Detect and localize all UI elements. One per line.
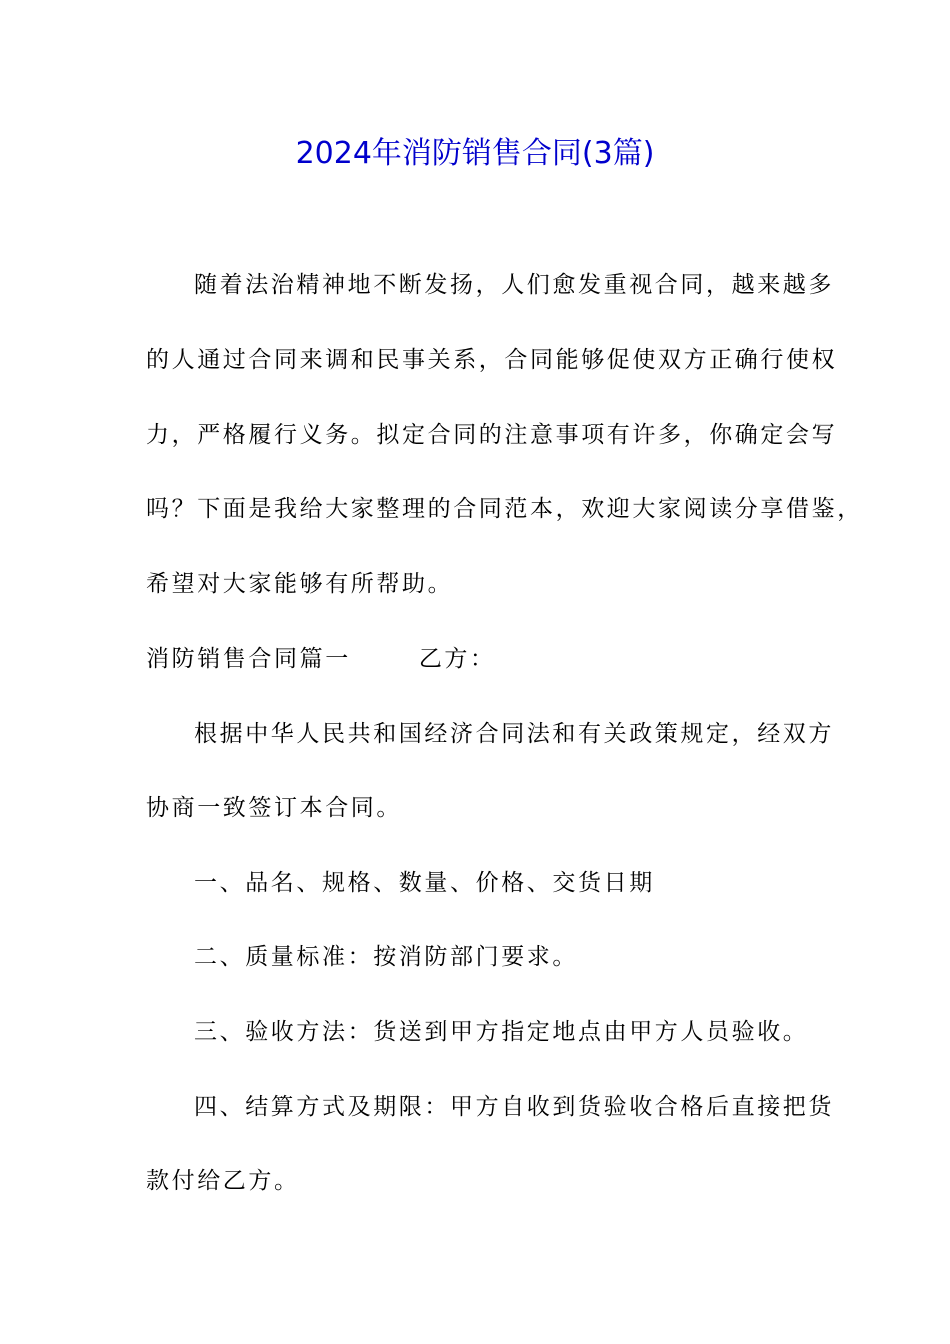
basis-line-2: 协商一致签订本合同。 [146, 795, 402, 821]
clause-4-line-1: 四、结算方式及期限：甲方自收到货验收合格后直接把货 [194, 1094, 834, 1120]
clause-3: 三、验收方法：货送到甲方指定地点由甲方人员验收。 [194, 1019, 809, 1045]
clause-2: 二、质量标准：按消防部门要求。 [194, 944, 578, 970]
intro-line-1: 随着法治精神地不断发扬，人们愈发重视合同，越来越多 [194, 272, 834, 298]
clause-4-line-2: 款付给乙方。 [146, 1168, 300, 1194]
document-title: 2024年消防销售合同(3篇) [295, 136, 655, 171]
basis-line-1: 根据中华人民共和国经济合同法和有关政策规定，经双方 [194, 721, 834, 747]
section-heading: 消防销售合同篇一 [146, 646, 351, 672]
intro-line-5: 希望对大家能够有所帮助。 [146, 571, 454, 597]
intro-line-2: 的人通过合同来调和民事关系，合同能够促使双方正确行使权 [146, 347, 838, 373]
intro-line-4: 吗？下面是我给大家整理的合同范本，欢迎大家阅读分享借鉴， [146, 496, 863, 522]
party-b-label: 乙方： [418, 646, 496, 672]
clause-1: 一、品名、规格、数量、价格、交货日期 [194, 870, 655, 896]
section-heading-line [146, 642, 496, 676]
intro-line-3: 力，严格履行义务。拟定合同的注意事项有许多，你确定会写 [146, 422, 838, 448]
